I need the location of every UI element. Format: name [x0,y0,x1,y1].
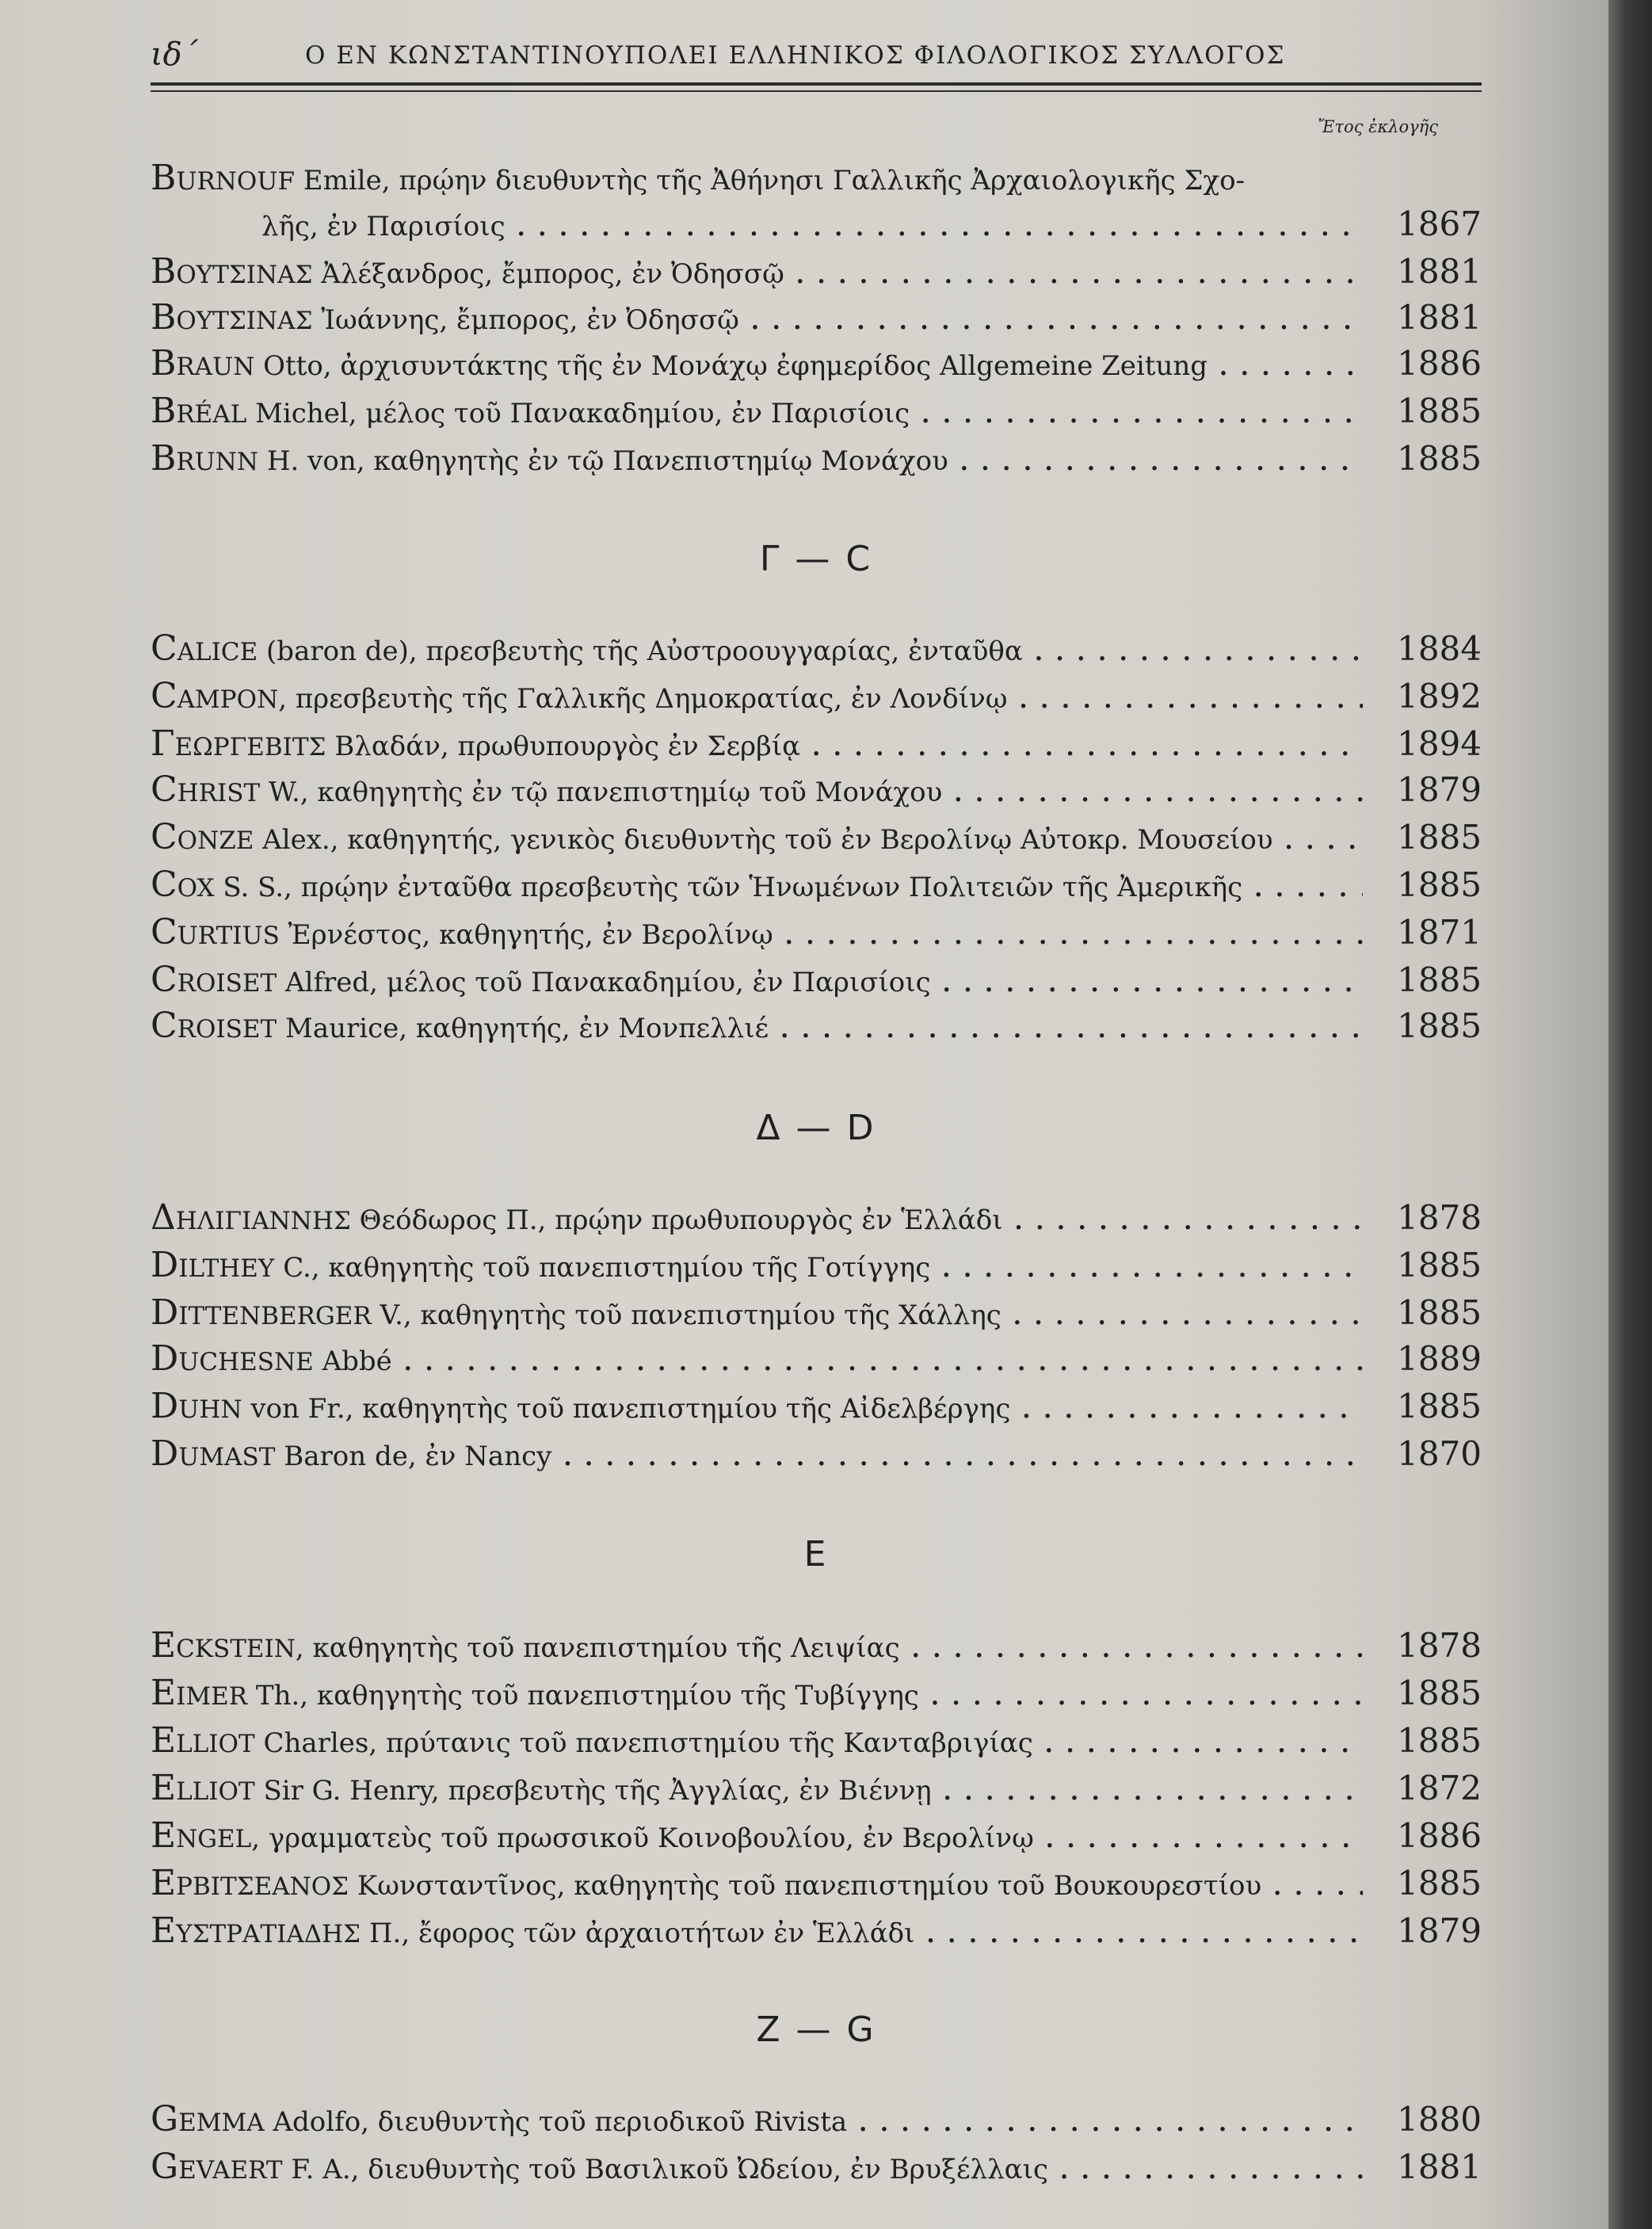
entry-description: Ἰωάννης, ἔμπορος, ἐν Ὀδησσῷ [312,304,739,336]
entry-description: Maurice, καθηγητής, ἐν Μονπελλιέ [277,1013,769,1044]
entry-year: 1878 [1397,1626,1482,1665]
entry-year: 1879 [1397,1911,1482,1950]
entry-description: Otto, ἀρχισυντάκτης τῆς ἐν Μονάχῳ ἐφημερίδος Allgemeine Zeitung [254,350,1208,382]
list-entry [151,1431,1482,1477]
entry-description: H. von, καθηγητὴς ἐν τῷ Πανεπιστημίῳ Μονάχου [258,445,948,477]
entry-description: Alfred, μέλος τοῦ Πανακαδημίου, ἐν Παρισίοις [277,967,931,998]
entry-name: Elliot [151,1768,255,1808]
entry-description: S. S., πρῴην ἐνταῦθα πρεσβευτὴς τῶν Ἡνωμένων Πολιτειῶν τῆς Ἀμερικῆς [214,872,1243,903]
entry-year: 1884 [1397,629,1482,668]
entry-description: von Fr., καθηγητὴς τοῦ πανεπιστημίου τῆς Αἰδελβέργης [242,1393,1011,1425]
entry-year: 1885 [1397,1864,1482,1903]
year-column-label: Ἔτος ἐκλογῆς [1318,117,1438,136]
entry-year: 1881 [1397,252,1482,291]
entry-description: Charles, πρύτανις τοῦ πανεπιστημίου τῆς Κανταβριγίας [254,1727,1033,1759]
entry-year: 1885 [1397,865,1482,904]
entry-description: Th., καθηγητὴς τοῦ πανεπιστημίου τῆς Τυβίγγης [247,1680,919,1712]
entry-description: Adolfo, διευθυντὴς τοῦ περιοδικοῦ Rivista [264,2106,848,2138]
entry-description: , γραμματεὺς τοῦ πρωσσικοῦ Κοινοβουλίου, ἐν Βερολίνῳ [251,1823,1034,1854]
entry-name: Duchesne [151,1338,314,1379]
entry-name: Gemma [151,2099,265,2139]
entry-year: 1892 [1397,677,1482,716]
entry-name: Eimer [151,1673,248,1713]
entry-description: V., καθηγητὴς τοῦ πανεπιστημίου τῆς Χάλλης [371,1300,1002,1331]
list-entry [151,2097,1482,2143]
entry-name: Croiset [151,960,277,1000]
entry-year: 1871 [1397,913,1482,952]
entry-year: 1894 [1397,724,1482,763]
entry-year: 1885 [1397,439,1482,478]
entry-name: Cox [151,865,215,905]
list-entry [151,957,1482,1003]
page-header [151,32,1482,79]
entry-year: 1870 [1397,1434,1482,1473]
entry-name: Calice [151,628,258,669]
list-entry [151,767,1482,813]
entry-year: 1885 [1397,1293,1482,1332]
list-entry [151,1384,1482,1429]
entry-name: Curtius [151,912,280,952]
list-entry [151,815,1482,861]
list-entry [151,295,1482,341]
entry-name: Christ [151,769,261,810]
entry-description: , πρεσβευτὴς τῆς Γαλλικῆς Δημοκρατίας, ἐν Λονδίνῳ [278,683,1008,715]
entry-description: , καθηγητὴς τοῦ πανεπιστημίου τῆς Λειψίας [295,1632,900,1664]
entry-description: (baron de), πρεσβευτὴς τῆς Αὐστροουγγαρίας, ἐνταῦθα [258,635,1023,667]
list-entry [151,1242,1482,1288]
entry-year: 1885 [1397,1246,1482,1284]
section-heading-gamma: Γ — C [759,539,873,579]
list-entry [151,436,1482,482]
book-spine-shadow [1608,0,1652,2229]
entry-description: Alex., καθηγητής, γενικὸς διευθυντὴς τοῦ ἐν Βερολίνῳ Αὐτοκρ. Μουσείου [254,824,1273,856]
entry-year: 1881 [1397,298,1482,337]
list-entry [151,1908,1482,1954]
entry-description: Baron de, ἐν Nancy [275,1441,552,1472]
entry-description: Abbé [313,1345,392,1377]
entry-name: Burnouf [151,158,295,198]
list-entry [151,1813,1482,1859]
list-entry [151,1003,1482,1049]
entry-year: 1879 [1397,770,1482,809]
list-entry [151,1336,1482,1382]
entry-name: Braun [151,343,255,384]
list-entry [151,910,1482,956]
list-entry [151,388,1482,434]
entry-year: 1885 [1397,1387,1482,1426]
list-entry [151,1861,1482,1906]
list-entry [151,2144,1482,2190]
entry-description: Π., ἔφορος τῶν ἀρχαιοτήτων ἐν Ἑλλάδι [361,1918,915,1949]
entry-year: 1878 [1397,1198,1482,1237]
list-entry [151,341,1482,387]
entry-name: Conze [151,817,254,857]
list-entry [151,249,1482,295]
list-entry [151,1718,1482,1764]
list-entry [151,862,1482,908]
list-entry [151,674,1482,719]
entry-name: Βουτσινας [151,297,313,338]
entry-name: Ερβιτσεανος [151,1863,349,1903]
entry-description: Ἐρνέστος, καθηγητής, ἐν Βερολίνῳ [279,919,773,951]
list-entry [151,1195,1482,1241]
entry-name: Ευστρατιαδης [151,1910,361,1951]
entry-name: Eckstein [151,1625,296,1666]
entry-name: Γεωργεβιτς [151,723,326,764]
list-entry [151,721,1482,767]
entry-description: W., καθηγητὴς ἐν τῷ πανεπιστημίῳ τοῦ Μονάχου [260,777,943,808]
entry-name: Elliot [151,1720,255,1761]
section-heading-e: E [803,1534,829,1574]
section-heading-zeta: Ζ — G [756,2010,876,2050]
entry-year: 1885 [1397,1721,1482,1760]
entry-name: Engel [151,1815,252,1856]
entry-description: Ἀλέξανδρος, ἔμπορος, ἐν Ὀδησσῷ [312,258,784,290]
entry-name: Croiset [151,1006,277,1046]
entry-year: 1880 [1397,2100,1482,2139]
entry-year: 1886 [1397,1816,1482,1855]
entry-description: C., καθηγητὴς τοῦ πανεπιστημίου τῆς Γοτίγγης [274,1252,931,1284]
list-entry [151,626,1482,672]
entry-year: 1889 [1397,1339,1482,1378]
entry-year: 1885 [1397,1006,1482,1045]
entry-year: 1881 [1397,2147,1482,2186]
entry-description: Θεόδωρος Π., πρῴην πρωθυπουργὸς ἐν Ἑλλάδι [350,1204,1003,1236]
entry-year: 1886 [1397,344,1482,383]
entry-year: 1872 [1397,1769,1482,1807]
list-entry [151,1290,1482,1336]
entry-year: 1885 [1397,960,1482,999]
list-entry [151,1623,1482,1669]
entry-name: Gevaert [151,2147,283,2187]
header-rule-thin [151,90,1482,92]
entry-name: Duhn [151,1386,242,1426]
list-entry [151,155,1482,201]
entry-description: Βλαδάν, πρωθυπουργὸς ἐν Σερβίᾳ [326,731,801,762]
entry-description: Κωνσταντῖνος, καθηγητὴς τοῦ πανεπιστημίου τοῦ Βουκουρεστίου [349,1870,1262,1902]
entry-name: Brunn [151,438,259,479]
entry-description: Michel, μέλος τοῦ Πανακαδημίου, ἐν Παρισίοις [246,398,910,429]
header-rule-thick [151,82,1482,86]
entry-name: Dilthey [151,1245,275,1285]
entry-description: Sir G. Henry, πρεσβευτὴς τῆς Ἀγγλίας, ἐν Βιέννῃ [254,1775,932,1807]
entry-name: Dumast [151,1433,276,1474]
entry-name: Δηλιγιαννης [151,1197,351,1238]
entry-year: 1885 [1397,818,1482,857]
entry-continuation: λῆς, ἐν Παρισίοις . . . [261,201,1363,247]
entry-year: 1867 [1397,204,1482,243]
page-number: ιδ΄ [151,36,198,73]
entry-year: 1885 [1397,1674,1482,1712]
entry-description: Emile, πρῴην διευθυντὴς τῆς Ἀθήνησι Γαλλικῆς Ἀρχαιολογικῆς Σχο- [294,165,1246,197]
entry-year: 1885 [1397,391,1482,430]
list-entry [151,1670,1482,1716]
entry-name: Βουτσινας [151,251,313,292]
entry-description: F. A., διευθυντὴς τοῦ Βασιλικοῦ Ὠδείου, ἐν Βρυξέλλαις [282,2154,1048,2185]
entry-name: Campon [151,676,279,716]
entry-name: Bréal [151,391,247,431]
entry-name: Dittenberger [151,1292,372,1333]
list-entry [151,1765,1482,1811]
section-heading-delta: Δ — D [756,1108,876,1148]
running-title: Ο ΕΝ ΚΩΝΣΤΑΝΤΙΝΟΥΠΟΛΕΙ ΕΛΛΗΝΙΚΟΣ ΦΙΛΟΛΟΓΙΚΟΣ ΣΥΛΛΟΓΟΣ [305,41,1286,70]
